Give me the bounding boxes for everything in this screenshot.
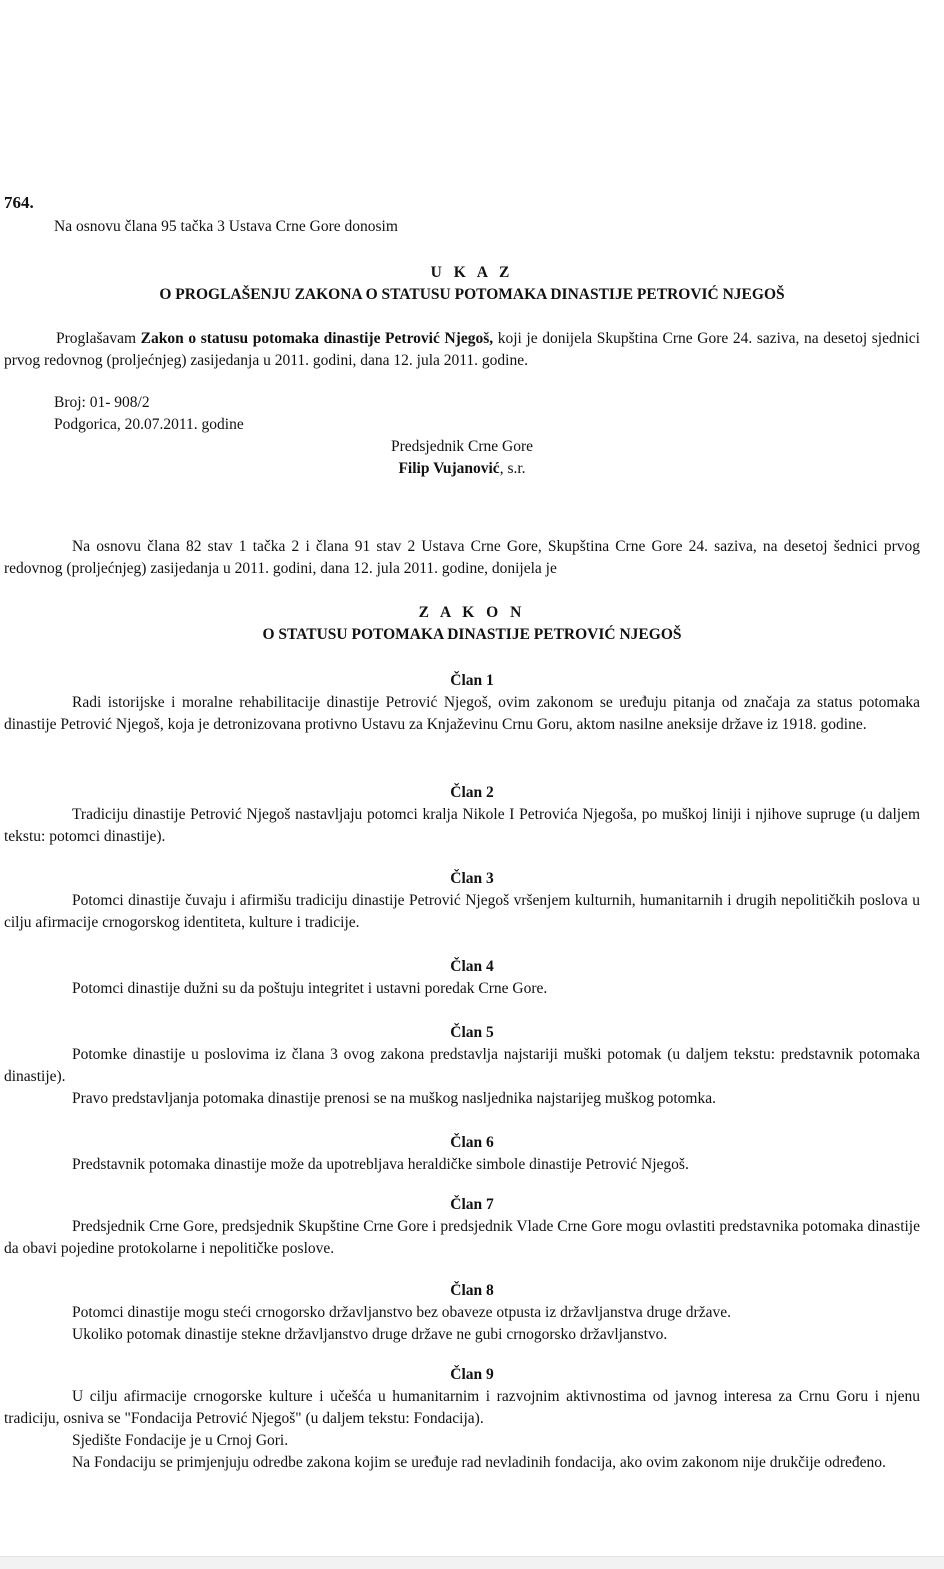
clan1-paragraph: Radi istorijske i moralne rehabilitacije dinastije Petrović Njegoš, ovim zakonom se uređuju pitanja od značaja za status potomaka dinastije Petrović Njegoš, koja je detronizovana protivno Ustavu za Knjaževinu Crnu Goru, aktom nasilne aneksije države iz 1918. godine. [4,694,920,733]
clan4-title: Član 4 [450,958,494,975]
bottom-scroll-bar [0,1556,944,1569]
signatory-suffix: , s.r. [499,460,526,477]
ukaz-broj: Broj: 01- 908/2 [54,394,150,411]
ukaz-body-law-name: Zakon o statusu potomaka dinastije Petrović Njegoš, [140,330,494,347]
clan2-paragraph: Tradiciju dinastije Petrović Njegoš nastavljaju potomci kralja Nikole I Petrovića Njegoša, po muškoj liniji i njihove supruge (u daljem tekstu: potomci dinastije). [4,806,920,845]
clan9-paragraph-3: Na Fondaciju se primjenjuju odredbe zakona kojim se uređuje rad nevladinih fondacija, ako ovim zakonom nije drukčije određeno. [72,1454,886,1471]
clan3-title: Član 3 [450,870,494,887]
clan1-title: Član 1 [450,672,494,689]
clan5-paragraph-1: Potomke dinastije u poslovima iz člana 3 ovog zakona predstavlja najstariji muški potomak (u daljem tekstu: predstavnik potomaka dinastije). [4,1046,920,1085]
ukaz-body-prefix: Proglašavam [56,330,141,347]
clan9-paragraph-2: Sjedište Fondacije je u Crnoj Gori. [72,1432,289,1449]
clan8-paragraph-1: Potomci dinastije mogu steći crnogorsko državljanstvo bez obaveze otpusta iz državljanstva druge države. [72,1304,731,1321]
clan6-title: Član 6 [450,1134,494,1151]
zakon-preamble: Na osnovu člana 82 stav 1 tačka 2 i člana 91 stav 2 Ustava Crne Gore, Skupština Crne Gore 24. saziva, na desetoj šednici prvog redovnog (proljećnjeg) zasijedanja u 2011. godini, dana 12. jula 2011. godine, donijela je [4,538,920,577]
clan7-paragraph: Predsjednik Crne Gore, predsjednik Skupštine Crne Gore i predsjednik Vlade Crne Gore mogu ovlastiti predstavnika potomaka dinastije da obavi pojedine protokolarne i nepolitičke poslove. [4,1218,920,1257]
intro-text: Na osnovu člana 95 tačka 3 Ustava Crne Gore donosim [54,218,398,235]
clan5-paragraph-2: Pravo predstavljanja potomaka dinastije prenosi se na muškog nasljednika najstarijeg muškog potomka. [72,1090,716,1107]
ukaz-body-suffix: koji je donijela Skupština Crne Gore 24. saziva, na desetoj sjednici prvog redovnog (proljećnjeg) zasijedanja u 2011. godini, dana 12. jula 2011. godine. [4,330,920,369]
clan2-title: Član 2 [450,784,494,801]
clan9-paragraph-1: U cilju afirmacije crnogorske kulture i učešća u humanitarnim i razvojnim aktivnostima od javnog interesa za Crnu Goru i njenu tradiciju, osniva se "Fondacija Petrović Njegoš" (u daljem tekstu: Fondacija). [4,1388,920,1427]
clan5-title: Član 5 [450,1024,494,1041]
zakon-subtitle: O STATUSU POTOMAKA DINASTIJE PETROVIĆ NJEGOŠ [262,626,682,643]
ukaz-place-date: Podgorica, 20.07.2011. godine [54,416,244,433]
ukaz-title: U K A Z [430,264,514,281]
act-number: 764. [4,193,34,212]
clan3-paragraph: Potomci dinastije čuvaju i afirmišu tradiciju dinastije Petrović Njegoš vršenjem kulturnih, humanitarnih i drugih nepolitičkih poslova u cilju afirmacije crnogorskog identiteta, kulture i tradicije. [4,892,920,931]
signatory [0,458,934,480]
ukaz-body [4,328,920,372]
clan4-paragraph: Potomci dinastije dužni su da poštuju integritet i ustavni poredak Crne Gore. [72,980,548,997]
signatory-name: Filip Vujanović [398,460,500,477]
ukaz-subtitle: O PROGLAŠENJU ZAKONA O STATUSU POTOMAKA DINASTIJE PETROVIĆ NJEGOŠ [159,286,785,303]
clan8-paragraph-2: Ukoliko potomak dinastije stekne državljanstvo druge države ne gubi crnogorsko državljanstvo. [72,1326,668,1343]
clan8-title: Član 8 [450,1282,494,1299]
clan7-title: Član 7 [450,1196,494,1213]
clan9-title: Član 9 [450,1366,494,1383]
clan6-paragraph: Predstavnik potomaka dinastije može da upotrebljava heraldičke simbole dinastije Petrović Njegoš. [72,1156,689,1173]
zakon-title: Z A K O N [418,604,526,621]
signatory-title: Predsjednik Crne Gore [390,438,534,455]
